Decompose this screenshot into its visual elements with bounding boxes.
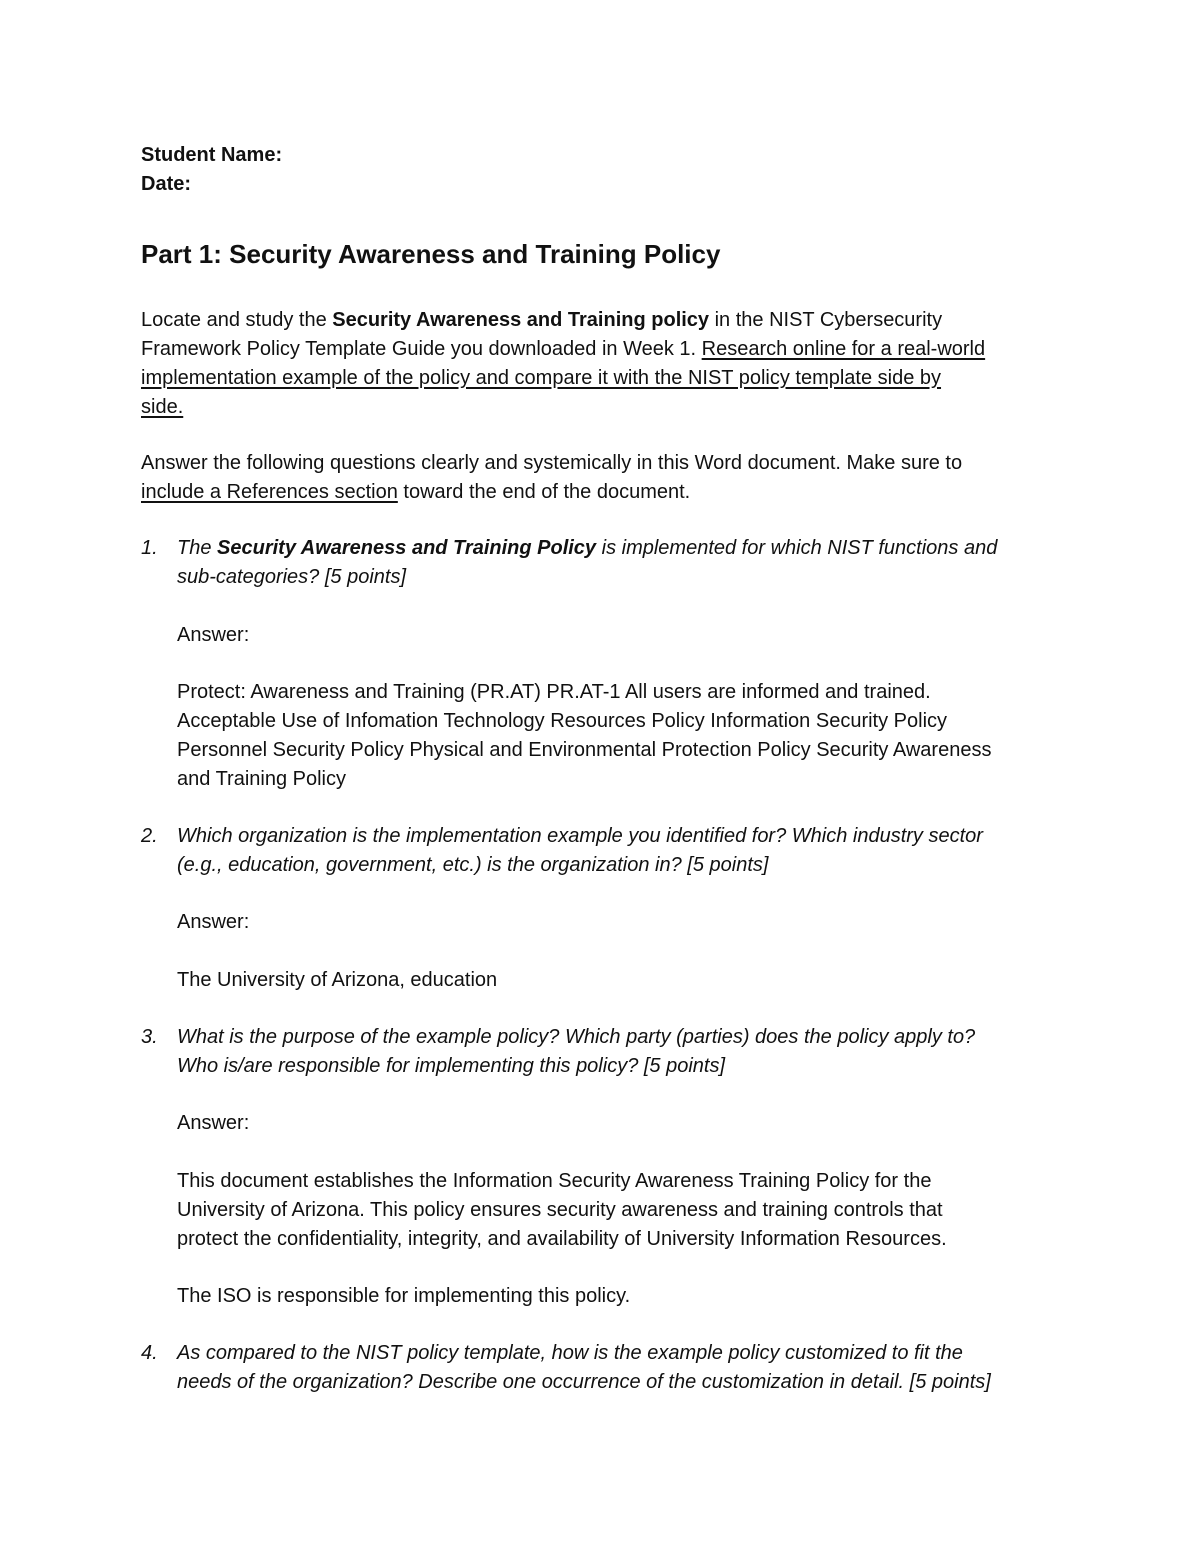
answer-line: The University of Arizona, education bbox=[177, 969, 498, 991]
answer-label: Answer: bbox=[177, 911, 250, 933]
question-1-line-2: sub-categories? [5 points] bbox=[177, 566, 407, 588]
question-number: 4. bbox=[141, 1342, 158, 1364]
answer-line: protect the confidentiality, integrity, and availability of University Information Resources. bbox=[177, 1228, 947, 1250]
instructions-line-1: Answer the following questions clearly and systemically in this Word document. Make sure to bbox=[141, 452, 963, 474]
question-4-line-1: As compared to the NIST policy template, how is the example policy customized to fit the bbox=[177, 1342, 963, 1364]
question-number: 1. bbox=[141, 537, 158, 559]
date-label: Date: bbox=[141, 173, 192, 195]
question-3-line-1: What is the purpose of the example policy? Which party (parties) does the policy apply to? bbox=[177, 1026, 976, 1048]
question-1-line-1: The Security Awareness and Training Policy is implemented for which NIST functions and bbox=[177, 537, 998, 559]
question-2-line-2: (e.g., education, government, etc.) is the organization in? [5 points] bbox=[177, 854, 769, 876]
answer-line: The ISO is responsible for implementing this policy. bbox=[177, 1285, 631, 1307]
question-4-line-2: needs of the organization? Describe one occurrence of the customization in detail. [5 points] bbox=[177, 1371, 991, 1393]
answer-line: This document establishes the Information Security Awareness Training Policy for the bbox=[177, 1170, 932, 1192]
intro-line-3: implementation example of the policy and compare it with the NIST policy template side by bbox=[141, 367, 942, 389]
intro-line-4: side. bbox=[141, 396, 184, 418]
answer-line: Personnel Security Policy Physical and Environmental Protection Policy Security Awareness bbox=[177, 739, 992, 761]
answer-line: and Training Policy bbox=[177, 768, 346, 790]
answer-label: Answer: bbox=[177, 1112, 250, 1134]
answer-line: Acceptable Use of Infomation Technology Resources Policy Information Security Policy bbox=[177, 710, 948, 732]
intro-line-2: Framework Policy Template Guide you downloaded in Week 1. Research online for a real-world bbox=[141, 338, 986, 360]
page-title: Part 1: Security Awareness and Training Policy bbox=[141, 239, 721, 269]
question-2-line-1: Which organization is the implementation example you identified for? Which industry sector bbox=[177, 825, 983, 847]
intro-line-1: Locate and study the Security Awareness and Training policy in the NIST Cybersecurity bbox=[141, 309, 943, 331]
question-number: 3. bbox=[141, 1026, 158, 1048]
instructions-line-2: include a References section toward the end of the document. bbox=[141, 481, 691, 503]
answer-line: Protect: Awareness and Training (PR.AT) PR.AT-1 All users are informed and trained. bbox=[177, 681, 931, 703]
question-3-line-2: Who is/are responsible for implementing this policy? [5 points] bbox=[177, 1055, 726, 1077]
answer-line: University of Arizona. This policy ensures security awareness and training controls that bbox=[177, 1199, 943, 1221]
question-number: 2. bbox=[141, 825, 158, 847]
student-name-label: Student Name: bbox=[141, 144, 283, 166]
answer-label: Answer: bbox=[177, 624, 250, 646]
